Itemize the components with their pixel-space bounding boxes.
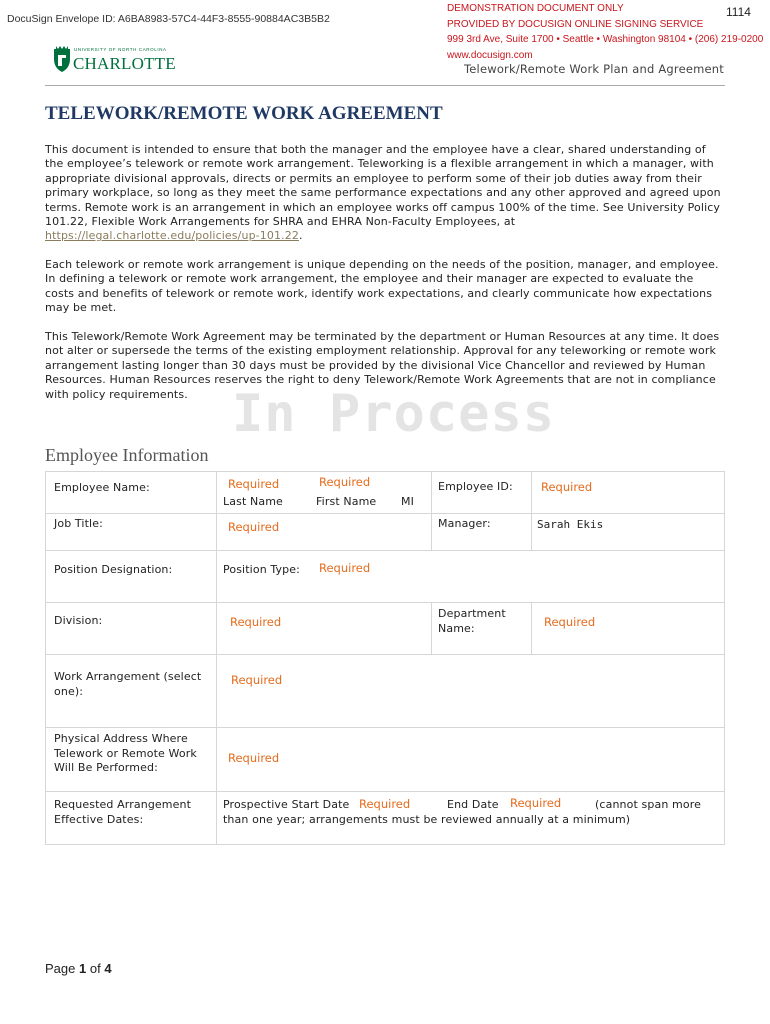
work-arrangement-field[interactable]: Required: [231, 673, 283, 687]
header-divider: [45, 85, 725, 86]
row-divider: [46, 513, 724, 514]
demo-line-4: www.docusign.com: [447, 49, 533, 61]
column-divider: [216, 472, 217, 844]
prospective-start-label: Prospective Start Date: [223, 798, 350, 811]
physical-address-field[interactable]: Required: [228, 751, 280, 765]
column-divider: [431, 472, 432, 550]
demo-line-1: DEMONSTRATION DOCUMENT ONLY: [447, 3, 624, 14]
policy-link[interactable]: https://legal.charlotte.edu/policies/up-101.22: [45, 229, 299, 243]
start-date-field[interactable]: Required: [359, 797, 411, 811]
running-header-title: Telework/Remote Work Plan and Agreement: [464, 62, 725, 76]
division-label: Division:: [54, 614, 103, 627]
last-name-field[interactable]: Required: [228, 477, 280, 491]
department-name-label: Department Name:: [438, 607, 506, 635]
in-process-watermark: In Process: [232, 384, 556, 444]
employee-id-label: Employee ID:: [438, 480, 513, 493]
crown-icon: [52, 45, 72, 73]
arrangement-paragraph: Each telework or remote work arrangement is unique depending on the needs of the position, manager, and employee. In defining a telework or remote work arrangement, the employee and their manager are expected to evaluate the costs and benefits of telework or remote work, identify work expectations, and clearly communicate how expectations may be met.: [45, 258, 719, 315]
end-date-label: End Date: [447, 798, 499, 811]
position-designation-label: Position Designation:: [54, 563, 173, 576]
column-divider: [531, 472, 532, 550]
manager-value[interactable]: Sarah Ekis: [537, 518, 604, 531]
division-field[interactable]: Required: [230, 615, 282, 629]
row-divider: [46, 550, 724, 551]
demo-notice: [447, 1, 763, 63]
row-divider: [46, 727, 724, 728]
intro-paragraph: [45, 143, 725, 244]
end-date-field[interactable]: Required: [510, 796, 562, 810]
work-arrangement-label: Work Arrangement (select one):: [54, 670, 202, 698]
employee-id-field[interactable]: Required: [541, 480, 593, 494]
intro-text: This document is intended to ensure that both the manager and the employee have a clear, shared understanding of the employee’s telework or remote work arrangement. Teleworking is a flexible arrangement in which a manager, with appropriate divisional approvals, directs or permits an employee to perform some of their job duties away from their primary workplace, so long as they meet the same performance expectations and any other approved and agreed upon terms. Remote work is an arrangement in which an employee works off campus 100% of the time. See University Policy 101.22, Flexible Work Arrangements for SHRA and EHRA Non-Faculty Employees, at: [45, 143, 721, 229]
demo-line-3: 999 3rd Ave, Suite 1700 • Seattle • Washington 98104 • (206) 219-0200: [447, 34, 764, 45]
department-name-field[interactable]: Required: [544, 615, 596, 629]
middle-initial-label: MI: [401, 495, 414, 508]
total-pages: 4: [104, 961, 112, 976]
current-page: 1: [79, 961, 87, 976]
employee-info-heading: Employee Information: [45, 445, 209, 465]
employee-info-table: [45, 471, 725, 845]
page-number: [45, 961, 112, 976]
last-name-label: Last Name: [223, 495, 283, 508]
job-title-field[interactable]: Required: [228, 520, 280, 534]
position-type-field[interactable]: Required: [319, 561, 371, 575]
employee-name-label: Employee Name:: [54, 481, 150, 494]
termination-paragraph: This Telework/Remote Work Agreement may be terminated by the department or Human Resources at any time. It does not alter or supersede the terms of the existing employment relationship. Approval for any teleworking or remote work arrangement lasting longer than 30 days must be provided by the divisional Vice Chancellor and reviewed by Human Resources. Human Resources reserves the right to deny Telework/Remote Work Agreements that are not in compliance with policy requirements.: [45, 330, 720, 401]
row-divider: [46, 654, 724, 655]
row-divider: [46, 791, 724, 792]
intro-end: .: [298, 229, 303, 243]
job-title-label: Job Title:: [54, 517, 103, 530]
row-divider: [46, 602, 724, 603]
manager-label: Manager:: [438, 517, 491, 530]
page-word: Page: [45, 961, 76, 976]
university-logo: [52, 45, 176, 75]
physical-address-label: Physical Address Where Telework or Remote Work Will Be Performed:: [54, 732, 197, 774]
logo-university-line: UNIVERSITY OF NORTH CAROLINA: [74, 47, 167, 52]
logo-name: CHARLOTTE: [73, 54, 176, 73]
position-type-label: Position Type:: [223, 563, 300, 576]
column-divider: [431, 602, 432, 654]
of-word: of: [89, 961, 101, 976]
demo-line-2: PROVIDED BY DOCUSIGN ONLINE SIGNING SERVICE: [447, 18, 704, 30]
column-divider: [531, 602, 532, 654]
document-title: TELEWORK/REMOTE WORK AGREEMENT: [45, 103, 443, 124]
first-name-label: First Name: [316, 495, 377, 508]
first-name-field[interactable]: Required: [319, 475, 371, 489]
effective-dates-label: Requested Arrangement Effective Dates:: [54, 798, 192, 826]
envelope-id: DocuSign Envelope ID: A6BA8983-57C4-44F3-8555-90884AC3B5B2: [7, 13, 330, 25]
document-number: 1114: [726, 5, 751, 19]
date-span-note: (cannot span more than one year; arrangements must be reviewed annually at a minimum): [223, 798, 702, 826]
